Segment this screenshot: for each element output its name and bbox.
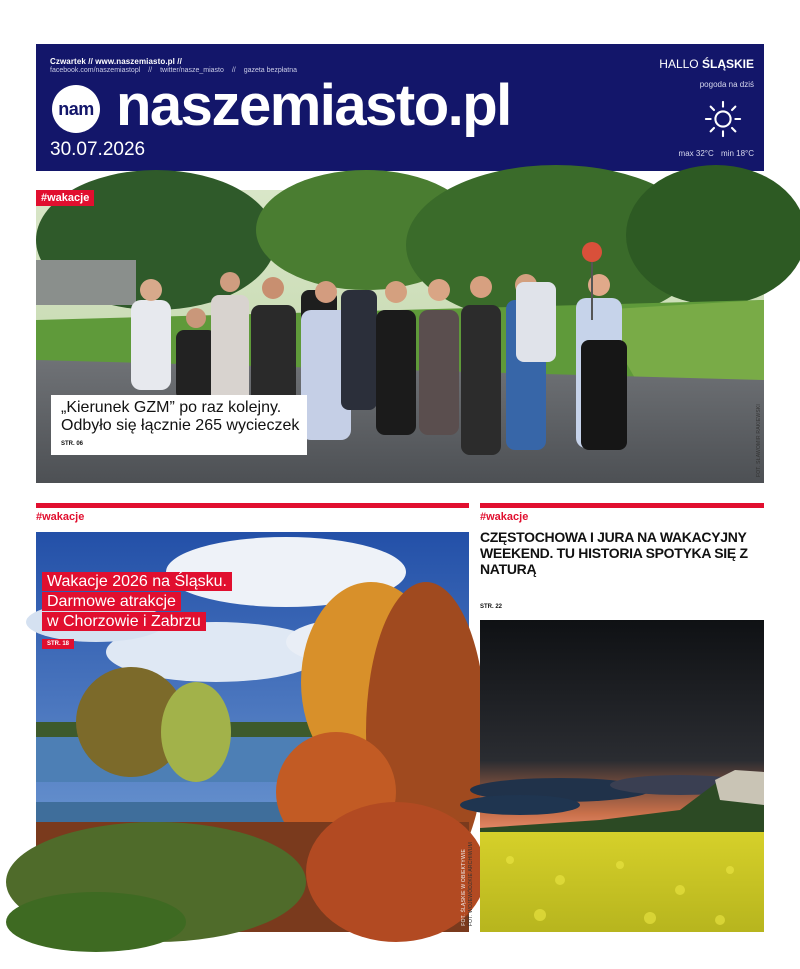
rapeseed-field-photo[interactable] bbox=[468, 620, 764, 932]
top-story-caption[interactable] bbox=[51, 395, 307, 455]
issue-date: 30.07.2026 bbox=[50, 139, 146, 160]
photo-credit: FOT. ŚLĄSKIE W OBIEKTYWIE bbox=[461, 849, 467, 926]
field-photo-illustration bbox=[480, 620, 764, 932]
left-story-title-line2: Darmowe atrakcje bbox=[42, 592, 181, 611]
page-reference: STR. 22 bbox=[480, 604, 503, 610]
photo-credit: FOT. WOJEWÓDZKIE ARCHIWUM bbox=[468, 841, 474, 926]
page-reference: STR. 18 bbox=[42, 639, 74, 649]
section-rule bbox=[36, 503, 469, 508]
left-story-title-line3: w Chorzowie i Zabrzu bbox=[42, 612, 206, 631]
category-tag[interactable]: #wakacje bbox=[36, 190, 94, 206]
separator: // bbox=[148, 67, 153, 74]
separator: // bbox=[231, 67, 236, 74]
masthead-topline: Czwartek // www.naszemiasto.pl // bbox=[50, 57, 182, 66]
section-rule bbox=[480, 503, 764, 508]
temp-min: min 18°C bbox=[721, 149, 754, 158]
facebook-link[interactable]: facebook.com/naszemiastopl bbox=[50, 67, 141, 74]
category-tag[interactable]: #wakacje bbox=[36, 511, 85, 523]
temp-max: max 32°C bbox=[678, 149, 714, 158]
temperature-range bbox=[674, 149, 754, 158]
top-story-title-line2: Odbyło się łącznie 265 wycieczek bbox=[61, 417, 300, 434]
twitter-link[interactable]: twitter/nasze_miasto bbox=[160, 67, 224, 74]
left-story-caption[interactable] bbox=[42, 572, 232, 650]
logo-mark[interactable]: nam bbox=[52, 85, 100, 133]
right-story-title[interactable]: CZĘSTOCHOWA I JURA NA WAKACYJNY WEEKEND. TU HISTORIA SPOTYKA SIĘ Z NATURĄ bbox=[480, 529, 748, 577]
region-greeting bbox=[659, 57, 754, 71]
region-prefix: HALLO bbox=[659, 57, 699, 71]
photo-credit: FOT. SŁAWOMIR RAKIEWSKI bbox=[756, 403, 762, 477]
category-tag[interactable]: #wakacje bbox=[480, 511, 529, 523]
logo-wordmark[interactable]: naszemiasto.pl bbox=[116, 73, 511, 138]
top-story-title-line1: „Kierunek GZM” po raz kolejny. bbox=[61, 399, 282, 416]
left-story-title-line1: Wakacje 2026 na Śląsku. bbox=[42, 572, 232, 591]
weather-label: pogoda na dziś bbox=[699, 80, 754, 89]
free-paper-label: gazeta bezpłatna bbox=[243, 67, 298, 74]
region-name: ŚLĄSKIE bbox=[701, 57, 754, 71]
sun-icon bbox=[704, 100, 742, 138]
page-reference: STR. 06 bbox=[61, 441, 84, 447]
masthead bbox=[36, 44, 764, 171]
